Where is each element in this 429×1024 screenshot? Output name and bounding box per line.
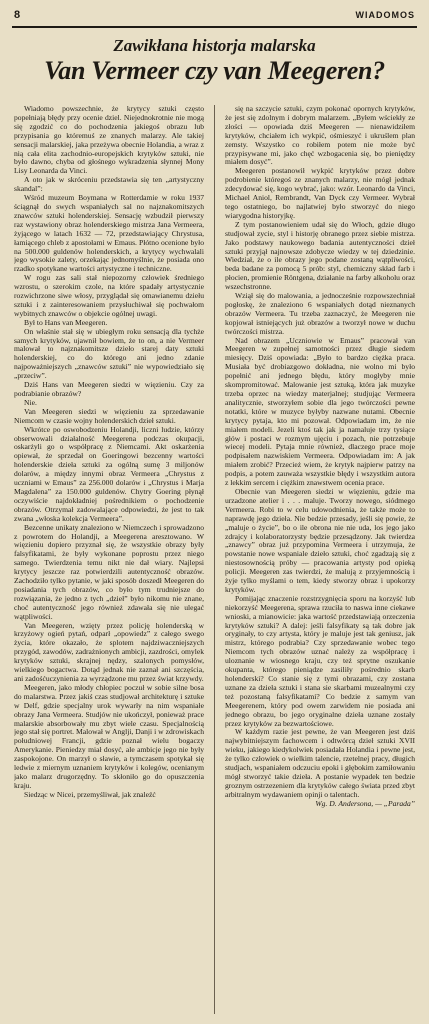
masthead: WIADOMOS: [355, 10, 415, 20]
page-header: [14, 8, 415, 22]
paragraph: Wziął się do malowania, a jednocześnie rozpowszechniał pogłoskę, że znaleziono 6 wspaniałych dotąd nieznanych obrazów Vermeera. Tu trzeba zaznaczyć, że Meegeren nie kopjował istniejących już obrazów a tworzył nowe w duchu twórczości mistrza.: [224, 291, 415, 336]
paragraph: się na szczycie sztuki, czym pokonać opornych krytyków, że jest się zdolnym i dobrym malarzem. „Byłem wściekły ze złości — opowiada dziś Meegeren — nienawidziłem krytyków, chciałem ich wykpić, ośmieszyć i ukruślem plan zemsty. Wszystko co robiłem potem nie może być przypisywane mi, jako chęć wzbogacenia się, bo pieniędzy miałem dosyć”.: [224, 105, 415, 167]
paragraph: Van Meegeren, wzięty przez policję holenderską w krzyżowy ogień pytań, odparł „opowiedz” z całego swego życia, które okazało, że splotem najdziwaczniejszych przygód, zawodów, zadrażnionych ambicji, zazdrości, omylek krytyków sztuki, skrajnej nędzy, szalonych pomysłów, wielkiego bogactwa. Dotąd jednak nie zaznał ani szczęścia, ani zadośćuczynienia za wyrządzone mu przez świat krzywdy.: [14, 620, 205, 683]
page-number: 8: [14, 9, 21, 21]
paragraph: Nie.: [24, 397, 37, 407]
paragraph: Siedząc w Nicei, przemyśliwał, jak znaleźć: [24, 789, 156, 799]
article-body: [14, 105, 415, 1014]
paragraph: On właśnie stał się w ubiegłym roku sensacją dla tychże samych krytyków, ujawnił bowiem, że to on, a nie Vermeer malował to najznakomitsze dzieło starej daty sztuki holenderskiej, co do którego ani jedno zdanie najpoważniejszych „znawców sztuki” nie wypowiedziało się „przeciw”.: [14, 326, 205, 381]
paragraph: Meegeren, jako młody chłopiec poczuł w sobie silne bosa do malarstwa. Przez jakiś czas studjował architekturę i sztuke w Delf, gdzie specjalny urok wywarły na nim wspaniałe obrazy Jana Vermeera. Studjów nie ukończył, ponieważ prace malarskie absorbowały mu zbyt wiele czasu. Specjalnością jego stał się portret. Malował w Anglji, Danji i w zdrowiskach południowej Francji, gdzie poznał wielu bogaczy Amerykanie. Pieniedzy miał dosyć, ale ambicje jego nie były zaspokojone. On marzył o sławie, a tymczasem spotykał się ledwie z miernym uznaniem krytyków i kolegów, ocenianym jako malarz drugorzędny. To skłoniło go do opuszczenia kraju.: [14, 682, 205, 790]
paragraph: Z tym postanowieniem udał się do Włoch, gdzie długo studjował zycie, styl i historję obranego przez siebie mistrza. Jako podstawy naukowego badania autentyczności dzieł sztuki przyjął najnowsze zdobycze wiedzy w tej dziedzinie. Wiedział, że o ile obrazy jego podane zostaną wątpliwości, beda badane za pomocą 5 prób: styl, chemiczny skład farb i płocien, promienie Röntgena, działanie na farby alkoholu oraz wszechstronne.: [224, 219, 415, 292]
article-title: Van Vermeer czy van Meegeren?: [44, 56, 385, 85]
article-kicker: Zawikłana historja malarska: [113, 36, 316, 55]
paragraph: Był to Hans van Meegeren.: [24, 317, 108, 327]
paragraph: Nad obrazem „Uczniowie w Emaus” pracował van Meegeren w zupełnej samotności przez długie siedem miesięcy. Dziś opowiada: „Było to bardzo ciężka praca. Musiała być drobiazgowo dokładna, nie wolno mi było popełnić ani jednego błędu, który mogłyby mnie skompromitować. Malowanie jest sztuką, która jak muzyke trzeba oprzec na wiedzy materjalnej; studjując Vermeera analitycznie, stworzyłem sobie dla jego twórczości pewne notatki, które w muzyce byłyby nazwane nutami. Obecnie krytycy pytaja, kto mi pozował. Odpowiadam im, że nie miałem modeli. Jezeli ktoś tak jak ja namaluje trzy tysiące głów i postaci w rozmym ujęciu i pozach, nie potrzebuje wiecej modeli. Pytaja mnie również, dlaczego prace moje podpisałem nazwiskiem Vermeera. Odpowiadam im: A jak miałem zrobić? Przecież wiem, że krytyk najpierw patrzy na podpis, a potem zauważa wszystkie błędy i wszystkim autora z lekkim sercem i ciężkim znawstwem ocenia prace.: [224, 335, 415, 488]
paragraph: Meegeren postanowił wykpić krytyków przez dobre podrobienie któregoś ze znanych malarzy, nie mógł jednak zdecydować się, kogo wybrać, jako: wzór. Leonardo da Vinci, Michael Aniol, Rembrandt, Van Dyck czy Vermeer. Wybrał tego ostatniego, bo najlatwiej było stworzyć do niego wiarygodna historyjkę.: [224, 166, 415, 220]
paragraph: Obecnie van Meegeren siedzi w więzieniu, gdzie ma urzadzone atelier i . . . maluje. Tworzy nowego, siódmego Vermeera. Robi to w celu udowodnienia, że także może to naprawdę jego dzieła. Nie bedzie przesady, jeśli się powie, że „maluje o życie”, bo o ile obrona nie nie uda, los jego jako zdrajcy i kolaboratorzysty będzie przesądzony. Jak twierdza „znawcy” obraz już przypomina Vermeera i utrzymuja, że powstanie nowe wspaniale dzieło sztuki, choć zgadzają się z niestosownością próby — pracowania artysty pod opieką policji. Meegeren zas twierdzi, że malują z przyjemnością i żyje tylko myślami o tem, kiedy stworzy obraz i upokorzy krytyków.: [224, 486, 415, 594]
paragraph: Wg. D. Andersona, — „Parada”: [315, 798, 415, 808]
paragraph: Van Meegeren siedzi w więzieniu za sprzedawanie Niemcom w czasie wojny holenderskich dzieł sztuki.: [14, 406, 205, 425]
paragraph: Bezcenne unikaty znaleziono w Niemczech i sprowadzono z powrotem do Holandji, a Meegerena aresztowano. W więzieniu dopiero przyznał się, że wszystkie obrazy były falsyfikatami, że były wykonane poprostu przez niego samego. Twierdzenia temu nikt nie dał wiary. Najlepsi krytycy jeszcze raz potwierdzili autentyczność obrazów. Zachodziło tylko pytanie, w jaki sposób doszedł Meegeren do posiadania tych obrazów, co było tym trudniejsze do rozwiązania, że jedno z tych „dzieł” było nikomu nie znane, choć autentyczność jego również zdawała się nie ulegać wątpliwości.: [14, 522, 205, 621]
paragraph: W rogu zas sali stał niepozorny człowiek średniego wzrostu, o szerokim czole, na które spadały artystycznie rozwichrzone siwe włosy, przyglądał się omawianemu dziełu sztuki i z zainteresowaniem przysłuchiwał się pochwałom wybitnych znawców o objekcie ogólnej uwagi.: [14, 273, 205, 318]
column-divider: [214, 105, 215, 1014]
header-rule: [12, 26, 417, 28]
paragraph: Wiadomo powszechnie, że krytycy sztuki często popełniają błędy przy ocenie dziel. Niejednokrotnie nie mogą się zgodzić co do pochodzenia jakiegoś obrazu lub przypisania go któremuś ze znanych malarzy. Ale takiej sensacji malarskiej, jaka przeżywa obecnie Holandia, a wraz z nią cała elita zachodnio-europejskich krytyków sztuki, nie było dawno, chyba od głośnego wykradzenia słynnej Mony Lisy Leonarda da Vinci.: [14, 105, 205, 176]
paragraph: A oto jak w skróceniu przedstawia się ten „artystyczny skandal”:: [14, 175, 205, 194]
right-column: [225, 105, 415, 1014]
left-column: [14, 105, 204, 1014]
paragraph: Dziś Hans van Meegeren siedzi w więzieniu. Czy za podrabianie obrazów?: [14, 380, 205, 398]
paragraph: Wśród muzeum Boymana w Rotterdamie w roku 1937 ściągnął do swych wspaniałych sal no najznakomitszych znawców sztuki holenderskiej. Sensację wzbudził pierwszy raz wystawiony obraz holenderskiego mistrza Jana Vermeera, żyjącego w latach 1632 — 72, przedstawiający Chrystusa, łamiącego chleb z apostołami w Emaus. Płótno ocenione było na 500.000 guldenów holenderskich, a krytycy wychwalali jego wysokie zalety, orzekając jednomyślnie, że posiada ono rzadko spotykane wartości artystyczne i techniczne.: [14, 193, 205, 274]
paragraph: Wkrótce po oswobodzeniu Holandji, liczni ludzie, którzy obserwowali działalność Meegerena podczas okupacji, oskarżyli go o współpracę z Niemcami. Akt oskarżenia opiewał, że sprzedał on Goeringowi bezcenny wartości holenderskie dzieła sztuki za ogólną sumę 3 miljonów dolarów, a między innymi obraz Vermeera „Chrystus z uczniami w Emaus” za 256.000 dolarów i „Chrystus i Marja Magdalena” za 150.000 guldenów. Chytry Goering płynął oczywiście najdokładniej pośrednikiem o pochodzenie obrazów. Otrzymał zadowalające odpowiedzi, że jest to tak zwana „włoska kolekcja Vermeera”.: [14, 424, 205, 523]
paragraph: W każdym razie jest pewne, że van Meegeren jest dziś najwybitniejszym fachowcem i odtwórcą dzieł sztuki XVII wieku, jakiego kiedykolwiek posiadała Holandia i pewne jest, że tylko człowiek o wielkim talencie, rzetelnej pracy, długich studjach, wspaniałem odczuciu epoki i głębokim zamiłowaniu mógł stworzyć takie dzieła. A postanie wypadek ten bedzie groznym ostrzezeniem dla krytyków całego świata przed zbyt arbitralnym wydawaniem opinji o talentach.: [224, 727, 415, 799]
paragraph: Pomijając znaczenie rozstrzygnięcia sporu na korzyść lub niekorzyść Meegerena, sprawa rzuciła to naswa inne ciekawe wnioski, a mianowicie: jaka wartość przedstawiają orzeczenia krytyków sztuki? A dalej: jeśli falsyfikaty są tak dobre jak oryginały, to czy artysta, który je maluje jest tak geniusz, jak mistrz, którego podrabia? Czy sprzedawanie wobec tego Niemcom tych obrazów uznać należy za współpracę i uloznanie w wiosnego kraju, czy też sprytne oszukanie okupanta, którego pieniądze zasiliły pośrednio skarb holenderski? Co stanie się z tymi obrazami, czy zostana uznane za dzieła sztuki i stana sie skarbami muzealnymi czy też pozostaną falsyfikatami? Co bedzie z samym van Meegerenem, który pod owem zarwidem nie posiada ani jednego obrazu, bo jego oryginalne dzieła uznane zostały przez krytyków za bezwartościowe.: [224, 593, 415, 728]
